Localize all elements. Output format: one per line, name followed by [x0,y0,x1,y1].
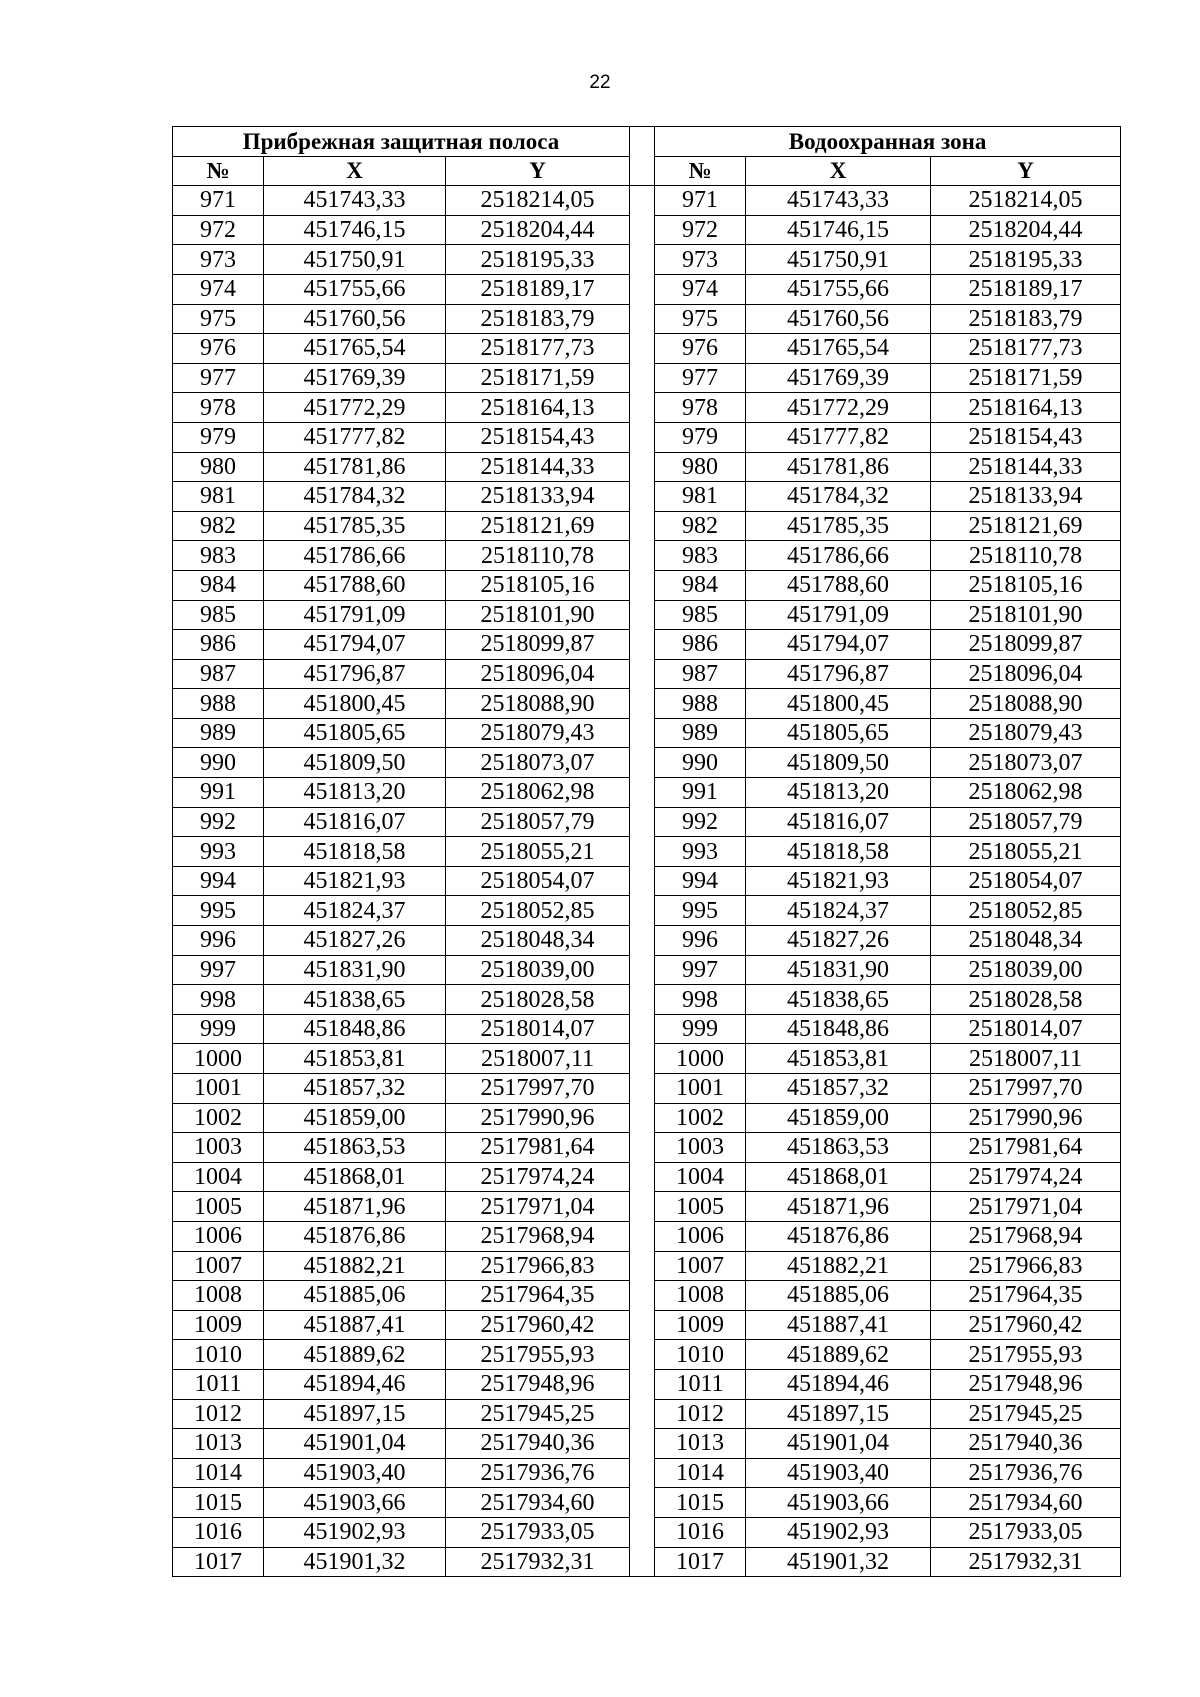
right-cell-number: 993 [655,837,746,867]
left-cell-y: 2517981,64 [446,1133,630,1163]
left-cell-x: 451784,32 [264,482,446,512]
right-cell-number: 975 [655,304,746,334]
left-cell-x: 451818,58 [264,837,446,867]
left-cell-number: 992 [173,807,264,837]
right-cell-y: 2518055,21 [931,837,1121,867]
left-cell-x: 451897,15 [264,1399,446,1429]
left-cell-number: 1001 [173,1074,264,1104]
left-cell-y: 2517997,70 [446,1074,630,1104]
left-cell-y: 2518014,07 [446,1014,630,1044]
left-cell-x: 451853,81 [264,1044,446,1074]
right-cell-y: 2517955,93 [931,1340,1121,1370]
left-cell-number: 989 [173,718,264,748]
left-cell-number: 1014 [173,1458,264,1488]
left-cell-x: 451827,26 [264,926,446,956]
right-cell-y: 2517964,35 [931,1281,1121,1311]
right-cell-y: 2517932,31 [931,1547,1121,1577]
right-cell-x: 451903,66 [746,1488,931,1518]
right-cell-x: 451897,15 [746,1399,931,1429]
left-cell-number: 1016 [173,1517,264,1547]
left-cell-x: 451903,40 [264,1458,446,1488]
left-cell-x: 451859,00 [264,1103,446,1133]
left-cell-x: 451889,62 [264,1340,446,1370]
left-cell-y: 2517966,83 [446,1251,630,1281]
right-cell-y: 2518052,85 [931,896,1121,926]
left-cell-x: 451800,45 [264,689,446,719]
right-cell-x: 451796,87 [746,659,931,689]
right-cell-y: 2517997,70 [931,1074,1121,1104]
left-cell-number: 1007 [173,1251,264,1281]
left-cell-y: 2517968,94 [446,1221,630,1251]
right-cell-x: 451818,58 [746,837,931,867]
left-cell-x: 451821,93 [264,866,446,896]
left-cell-x: 451838,65 [264,985,446,1015]
right-cell-number: 979 [655,422,746,452]
right-cell-y: 2518014,07 [931,1014,1121,1044]
left-cell-x: 451882,21 [264,1251,446,1281]
left-cell-number: 1012 [173,1399,264,1429]
left-cell-y: 2518105,16 [446,570,630,600]
right-cell-x: 451889,62 [746,1340,931,1370]
right-cell-x: 451791,09 [746,600,931,630]
right-cell-x: 451876,86 [746,1221,931,1251]
right-cell-x: 451887,41 [746,1310,931,1340]
right-cell-y: 2517968,94 [931,1221,1121,1251]
left-cell-y: 2517934,60 [446,1488,630,1518]
left-cell-y: 2517974,24 [446,1162,630,1192]
right-cell-x: 451769,39 [746,363,931,393]
left-cell-y: 2518177,73 [446,334,630,364]
right-cell-x: 451885,06 [746,1281,931,1311]
right-cell-number: 1014 [655,1458,746,1488]
left-cell-y: 2518055,21 [446,837,630,867]
left-cell-y: 2518096,04 [446,659,630,689]
right-cell-x: 451821,93 [746,866,931,896]
column-gap [630,186,655,1577]
right-cell-number: 974 [655,274,746,304]
right-cell-number: 987 [655,659,746,689]
left-cell-y: 2518099,87 [446,630,630,660]
left-header-y: Y [446,156,630,186]
left-cell-number: 985 [173,600,264,630]
right-cell-y: 2517990,96 [931,1103,1121,1133]
right-cell-y: 2518177,73 [931,334,1121,364]
right-cell-x: 451863,53 [746,1133,931,1163]
left-cell-y: 2518121,69 [446,511,630,541]
right-cell-number: 1012 [655,1399,746,1429]
left-cell-y: 2518079,43 [446,718,630,748]
right-cell-y: 2518073,07 [931,748,1121,778]
section-header-row [173,127,1121,157]
left-cell-x: 451848,86 [264,1014,446,1044]
left-cell-x: 451796,87 [264,659,446,689]
right-cell-y: 2518105,16 [931,570,1121,600]
right-cell-number: 978 [655,393,746,423]
right-cell-y: 2518101,90 [931,600,1121,630]
left-cell-y: 2518088,90 [446,689,630,719]
left-cell-y: 2517960,42 [446,1310,630,1340]
left-cell-y: 2518164,13 [446,393,630,423]
right-cell-number: 984 [655,570,746,600]
left-cell-number: 979 [173,422,264,452]
right-cell-number: 1009 [655,1310,746,1340]
right-cell-y: 2518048,34 [931,926,1121,956]
right-cell-number: 1004 [655,1162,746,1192]
right-cell-x: 451760,56 [746,304,931,334]
left-cell-number: 983 [173,541,264,571]
right-cell-x: 451805,65 [746,718,931,748]
left-cell-number: 1000 [173,1044,264,1074]
right-cell-x: 451746,15 [746,215,931,245]
left-cell-x: 451788,60 [264,570,446,600]
right-cell-number: 980 [655,452,746,482]
right-cell-x: 451901,04 [746,1429,931,1459]
left-cell-number: 995 [173,896,264,926]
left-cell-y: 2518039,00 [446,955,630,985]
right-cell-number: 1003 [655,1133,746,1163]
left-cell-y: 2518133,94 [446,482,630,512]
left-cell-y: 2517971,04 [446,1192,630,1222]
right-cell-y: 2517974,24 [931,1162,1121,1192]
right-cell-y: 2518189,17 [931,274,1121,304]
right-cell-number: 986 [655,630,746,660]
right-cell-number: 1002 [655,1103,746,1133]
right-cell-number: 994 [655,866,746,896]
left-cell-x: 451760,56 [264,304,446,334]
left-cell-y: 2518171,59 [446,363,630,393]
right-cell-number: 971 [655,186,746,216]
left-cell-y: 2518189,17 [446,274,630,304]
left-cell-number: 1009 [173,1310,264,1340]
left-cell-number: 984 [173,570,264,600]
left-cell-number: 1017 [173,1547,264,1577]
left-cell-number: 1008 [173,1281,264,1311]
right-cell-x: 451857,32 [746,1074,931,1104]
right-cell-x: 451755,66 [746,274,931,304]
left-cell-number: 999 [173,1014,264,1044]
left-cell-number: 976 [173,334,264,364]
left-cell-number: 1006 [173,1221,264,1251]
right-cell-x: 451784,32 [746,482,931,512]
right-cell-number: 983 [655,541,746,571]
right-cell-y: 2517981,64 [931,1133,1121,1163]
left-cell-x: 451809,50 [264,748,446,778]
right-section-title: Водоохранная зона [655,127,1121,157]
left-cell-number: 1005 [173,1192,264,1222]
left-cell-y: 2518154,43 [446,422,630,452]
right-cell-number: 999 [655,1014,746,1044]
right-cell-x: 451785,35 [746,511,931,541]
left-cell-y: 2518204,44 [446,215,630,245]
right-cell-y: 2517934,60 [931,1488,1121,1518]
right-cell-x: 451831,90 [746,955,931,985]
left-cell-number: 1004 [173,1162,264,1192]
right-cell-y: 2517960,42 [931,1310,1121,1340]
right-cell-y: 2518039,00 [931,955,1121,985]
right-cell-y: 2518007,11 [931,1044,1121,1074]
right-cell-x: 451772,29 [746,393,931,423]
right-cell-x: 451871,96 [746,1192,931,1222]
right-cell-y: 2518204,44 [931,215,1121,245]
left-cell-y: 2517955,93 [446,1340,630,1370]
right-cell-x: 451800,45 [746,689,931,719]
left-cell-x: 451824,37 [264,896,446,926]
left-cell-number: 994 [173,866,264,896]
left-cell-x: 451863,53 [264,1133,446,1163]
right-cell-number: 988 [655,689,746,719]
right-cell-number: 990 [655,748,746,778]
right-cell-x: 451882,21 [746,1251,931,1281]
left-cell-x: 451894,46 [264,1369,446,1399]
right-cell-x: 451868,01 [746,1162,931,1192]
left-cell-number: 998 [173,985,264,1015]
left-cell-y: 2518062,98 [446,778,630,808]
left-cell-x: 451755,66 [264,274,446,304]
right-cell-number: 1008 [655,1281,746,1311]
right-cell-y: 2518110,78 [931,541,1121,571]
left-cell-number: 1010 [173,1340,264,1370]
right-cell-x: 451859,00 [746,1103,931,1133]
left-cell-x: 451901,32 [264,1547,446,1577]
left-cell-y: 2518183,79 [446,304,630,334]
right-cell-number: 976 [655,334,746,364]
left-cell-x: 451791,09 [264,600,446,630]
left-cell-number: 988 [173,689,264,719]
right-cell-x: 451813,20 [746,778,931,808]
left-cell-number: 975 [173,304,264,334]
left-cell-x: 451813,20 [264,778,446,808]
right-cell-y: 2518079,43 [931,718,1121,748]
right-cell-y: 2518214,05 [931,186,1121,216]
left-cell-number: 993 [173,837,264,867]
right-cell-x: 451781,86 [746,452,931,482]
left-cell-y: 2517990,96 [446,1103,630,1133]
right-cell-number: 1017 [655,1547,746,1577]
table-body [173,186,1121,1577]
right-cell-y: 2518057,79 [931,807,1121,837]
left-cell-number: 980 [173,452,264,482]
left-cell-y: 2518101,90 [446,600,630,630]
left-cell-number: 986 [173,630,264,660]
left-cell-x: 451786,66 [264,541,446,571]
right-cell-x: 451788,60 [746,570,931,600]
left-cell-number: 971 [173,186,264,216]
left-header-x: X [264,156,446,186]
left-header-number: № [173,156,264,186]
left-cell-number: 1015 [173,1488,264,1518]
left-cell-y: 2517945,25 [446,1399,630,1429]
right-cell-y: 2518096,04 [931,659,1121,689]
left-cell-x: 451816,07 [264,807,446,837]
right-cell-y: 2518164,13 [931,393,1121,423]
right-cell-y: 2518121,69 [931,511,1121,541]
left-cell-number: 977 [173,363,264,393]
left-cell-x: 451750,91 [264,245,446,275]
right-cell-number: 1000 [655,1044,746,1074]
right-cell-number: 1001 [655,1074,746,1104]
right-cell-x: 451777,82 [746,422,931,452]
left-cell-x: 451876,86 [264,1221,446,1251]
column-gap [630,127,655,186]
coordinates-table [172,126,1121,1577]
right-cell-x: 451848,86 [746,1014,931,1044]
left-cell-x: 451781,86 [264,452,446,482]
left-cell-y: 2518214,05 [446,186,630,216]
left-cell-y: 2517948,96 [446,1369,630,1399]
left-cell-x: 451831,90 [264,955,446,985]
left-cell-number: 1003 [173,1133,264,1163]
left-cell-y: 2517933,05 [446,1517,630,1547]
left-cell-x: 451765,54 [264,334,446,364]
right-cell-y: 2518088,90 [931,689,1121,719]
left-cell-y: 2517936,76 [446,1458,630,1488]
right-cell-number: 997 [655,955,746,985]
right-cell-y: 2518171,59 [931,363,1121,393]
left-cell-number: 972 [173,215,264,245]
left-cell-x: 451857,32 [264,1074,446,1104]
left-cell-x: 451746,15 [264,215,446,245]
left-cell-number: 991 [173,778,264,808]
left-cell-number: 1002 [173,1103,264,1133]
right-cell-y: 2517933,05 [931,1517,1121,1547]
left-cell-x: 451901,04 [264,1429,446,1459]
right-cell-x: 451838,65 [746,985,931,1015]
right-cell-number: 1006 [655,1221,746,1251]
right-cell-x: 451824,37 [746,896,931,926]
left-cell-x: 451885,06 [264,1281,446,1311]
left-cell-y: 2518110,78 [446,541,630,571]
right-cell-x: 451853,81 [746,1044,931,1074]
left-cell-y: 2518057,79 [446,807,630,837]
right-cell-number: 992 [655,807,746,837]
right-cell-number: 996 [655,926,746,956]
left-cell-y: 2517940,36 [446,1429,630,1459]
left-cell-number: 1013 [173,1429,264,1459]
right-cell-number: 973 [655,245,746,275]
right-cell-y: 2518054,07 [931,866,1121,896]
left-cell-y: 2518007,11 [446,1044,630,1074]
right-cell-y: 2518133,94 [931,482,1121,512]
right-cell-number: 1005 [655,1192,746,1222]
left-cell-number: 1011 [173,1369,264,1399]
right-cell-x: 451794,07 [746,630,931,660]
right-cell-x: 451750,91 [746,245,931,275]
right-cell-y: 2517966,83 [931,1251,1121,1281]
left-cell-number: 981 [173,482,264,512]
right-cell-x: 451902,93 [746,1517,931,1547]
right-cell-y: 2517971,04 [931,1192,1121,1222]
right-cell-y: 2517940,36 [931,1429,1121,1459]
left-cell-y: 2518195,33 [446,245,630,275]
left-section-title: Прибрежная защитная полоса [173,127,630,157]
right-cell-number: 998 [655,985,746,1015]
right-cell-number: 995 [655,896,746,926]
right-cell-y: 2517936,76 [931,1458,1121,1488]
left-cell-x: 451871,96 [264,1192,446,1222]
left-cell-x: 451743,33 [264,186,446,216]
left-cell-x: 451772,29 [264,393,446,423]
left-cell-x: 451777,82 [264,422,446,452]
left-cell-number: 987 [173,659,264,689]
left-cell-x: 451805,65 [264,718,446,748]
right-header-x: X [746,156,931,186]
right-cell-number: 977 [655,363,746,393]
right-cell-number: 1010 [655,1340,746,1370]
right-cell-number: 981 [655,482,746,512]
page-number: 22 [589,72,611,93]
left-cell-y: 2518048,34 [446,926,630,956]
right-cell-number: 989 [655,718,746,748]
right-cell-number: 1015 [655,1488,746,1518]
right-cell-y: 2518183,79 [931,304,1121,334]
right-cell-y: 2518062,98 [931,778,1121,808]
right-cell-y: 2518195,33 [931,245,1121,275]
right-cell-y: 2518028,58 [931,985,1121,1015]
right-header-y: Y [931,156,1121,186]
right-cell-y: 2517945,25 [931,1399,1121,1429]
right-cell-number: 991 [655,778,746,808]
left-cell-number: 997 [173,955,264,985]
left-cell-number: 974 [173,274,264,304]
right-cell-x: 451816,07 [746,807,931,837]
left-cell-x: 451868,01 [264,1162,446,1192]
left-cell-y: 2518144,33 [446,452,630,482]
right-cell-x: 451901,32 [746,1547,931,1577]
left-cell-x: 451887,41 [264,1310,446,1340]
right-cell-x: 451786,66 [746,541,931,571]
left-cell-y: 2518073,07 [446,748,630,778]
right-cell-y: 2518154,43 [931,422,1121,452]
right-cell-x: 451894,46 [746,1369,931,1399]
left-cell-y: 2518028,58 [446,985,630,1015]
left-cell-number: 982 [173,511,264,541]
left-cell-y: 2518054,07 [446,866,630,896]
right-cell-number: 1013 [655,1429,746,1459]
left-cell-number: 973 [173,245,264,275]
right-cell-y: 2518144,33 [931,452,1121,482]
left-cell-y: 2518052,85 [446,896,630,926]
right-cell-x: 451765,54 [746,334,931,364]
right-cell-number: 982 [655,511,746,541]
left-cell-number: 996 [173,926,264,956]
right-cell-number: 972 [655,215,746,245]
right-cell-x: 451903,40 [746,1458,931,1488]
right-cell-x: 451809,50 [746,748,931,778]
left-cell-x: 451785,35 [264,511,446,541]
left-cell-y: 2517932,31 [446,1547,630,1577]
left-cell-x: 451769,39 [264,363,446,393]
right-cell-x: 451827,26 [746,926,931,956]
left-cell-y: 2517964,35 [446,1281,630,1311]
left-cell-x: 451902,93 [264,1517,446,1547]
left-cell-x: 451903,66 [264,1488,446,1518]
right-cell-number: 985 [655,600,746,630]
right-cell-y: 2517948,96 [931,1369,1121,1399]
right-cell-y: 2518099,87 [931,630,1121,660]
right-cell-number: 1016 [655,1517,746,1547]
right-cell-x: 451743,33 [746,186,931,216]
left-cell-number: 990 [173,748,264,778]
right-header-number: № [655,156,746,186]
right-cell-number: 1007 [655,1251,746,1281]
table-row [173,186,1121,216]
left-cell-number: 978 [173,393,264,423]
left-cell-x: 451794,07 [264,630,446,660]
right-cell-number: 1011 [655,1369,746,1399]
